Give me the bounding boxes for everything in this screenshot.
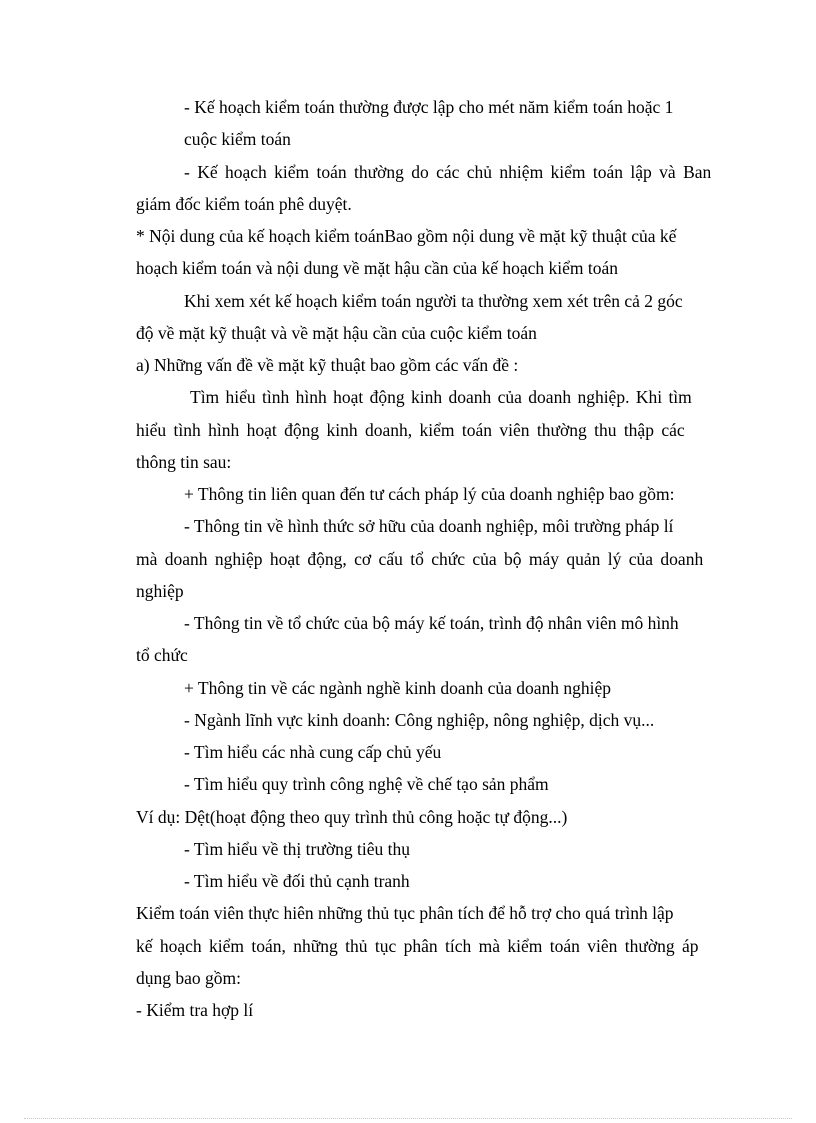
text-line: - Tìm hiểu về đối thủ cạnh tranh bbox=[184, 871, 410, 891]
page-bottom-divider bbox=[24, 1118, 792, 1119]
text-line: Kiểm toán viên thực hiên những thủ tục phân tích để hỗ trợ cho quá trình lập bbox=[136, 903, 674, 923]
text-line: hoạch kiểm toán và nội dung về mặt hậu cần của kế hoạch kiểm toán bbox=[136, 258, 619, 278]
text-line: hiểu tình hình hoạt động kinh doanh, kiểm toán viên thường thu thập các bbox=[136, 420, 685, 440]
text-line: nghiệp bbox=[136, 581, 184, 601]
text-line: kế hoạch kiểm toán, những thủ tục phân tích mà kiểm toán viên thường áp bbox=[136, 936, 699, 956]
text-line: - Tìm hiểu quy trình công nghệ về chế tạo sản phẩm bbox=[184, 774, 549, 794]
text-line: * Nội dung của kế hoạch kiểm toánBao gồm nội dung về mặt kỹ thuật của kế bbox=[136, 226, 677, 246]
text-line: giám đốc kiểm toán phê duyệt. bbox=[136, 194, 352, 214]
section-heading: a) Những vấn đề về mặt kỹ thuật bao gồm các vấn đề : bbox=[136, 355, 519, 375]
text-line: mà doanh nghiệp hoạt động, cơ cấu tổ chức của bộ máy quản lý của doanh bbox=[136, 549, 704, 569]
text-line: - Thông tin về tổ chức của bộ máy kế toán, trình độ nhân viên mô hình bbox=[184, 613, 679, 633]
text-line: - Tìm hiểu các nhà cung cấp chủ yếu bbox=[184, 742, 442, 762]
text-line: - Ngành lĩnh vực kinh doanh: Công nghiệp, nông nghiệp, dịch vụ... bbox=[184, 710, 655, 730]
text-line: dụng bao gồm: bbox=[136, 968, 241, 988]
text-line: - Thông tin về hình thức sở hữu của doanh nghiệp, môi trường pháp lí bbox=[184, 516, 674, 536]
text-line: Khi xem xét kế hoạch kiểm toán người ta thường xem xét trên cả 2 góc bbox=[184, 291, 683, 311]
text-line: + Thông tin về các ngành nghề kinh doanh của doanh nghiệp bbox=[184, 678, 612, 698]
text-line: - Kiểm tra hợp lí bbox=[136, 1000, 254, 1020]
text-line: Ví dụ: Dệt(hoạt động theo quy trình thủ công hoặc tự động...) bbox=[136, 807, 568, 827]
text-line: + Thông tin liên quan đến tư cách pháp lý của doanh nghiệp bao gồm: bbox=[184, 484, 675, 504]
text-line: Tìm hiểu tình hình hoạt động kinh doanh của doanh nghiệp. Khi tìm bbox=[190, 387, 692, 407]
text-line: độ về mặt kỹ thuật và về mặt hậu cần của cuộc kiểm toán bbox=[136, 323, 537, 343]
text-line: tổ chức bbox=[136, 645, 188, 665]
text-line: cuộc kiểm toán bbox=[184, 129, 291, 149]
text-line: - Tìm hiểu về thị trường tiêu thụ bbox=[184, 839, 410, 859]
text-line: - Kế hoạch kiểm toán thường do các chủ nhiệm kiểm toán lập và Ban bbox=[184, 162, 712, 182]
text-line: - Kế hoạch kiểm toán thường được lập cho mét năm kiểm toán hoặc 1 bbox=[184, 97, 674, 117]
text-line: thông tin sau: bbox=[136, 452, 232, 472]
